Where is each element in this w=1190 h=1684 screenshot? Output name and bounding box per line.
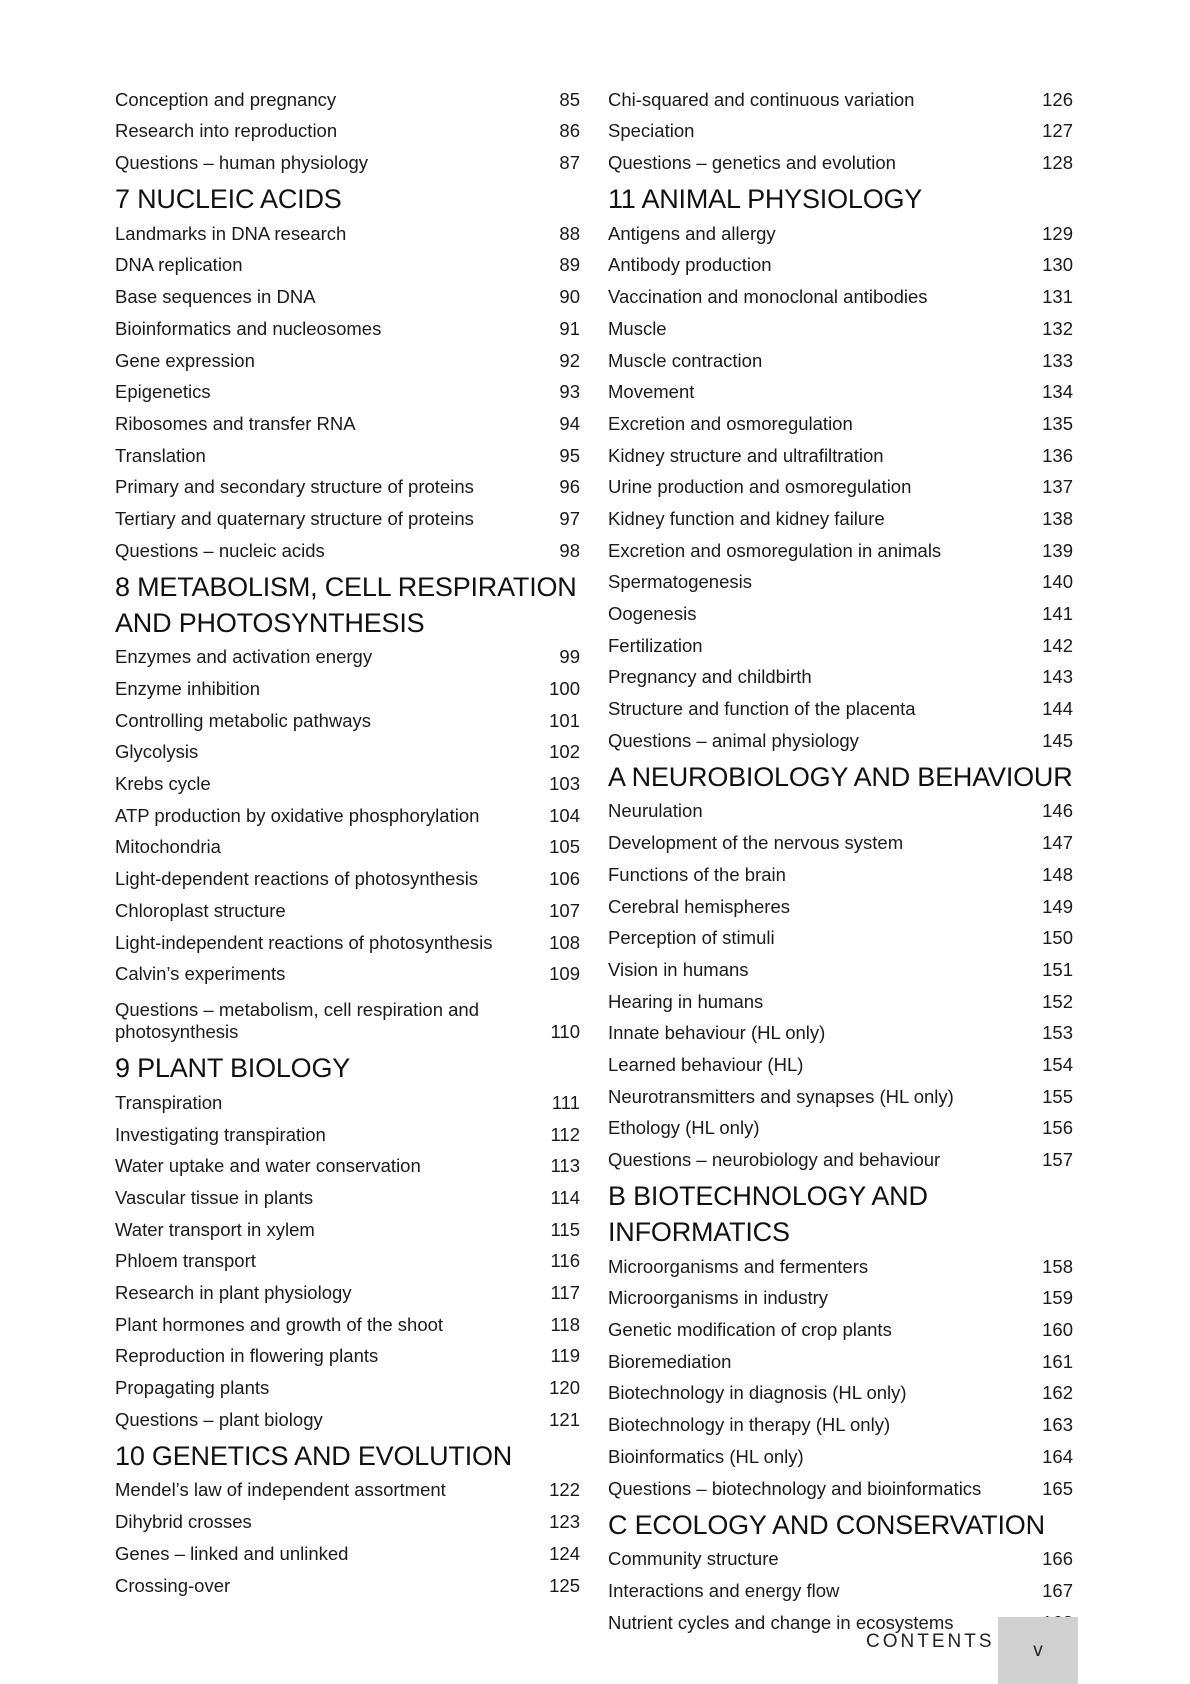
toc-entry-page: 160 — [1042, 1319, 1073, 1341]
toc-entry — [608, 1251, 1073, 1283]
toc-entry-title: Urine production and osmoregulation — [608, 476, 912, 498]
toc-entry — [115, 863, 580, 895]
toc-entry — [608, 1441, 1073, 1473]
toc-entry-title: Microorganisms in industry — [608, 1287, 829, 1309]
toc-entry — [115, 1538, 580, 1570]
toc-entry-title: Plant hormones and growth of the shoot — [115, 1313, 444, 1335]
toc-entry-title: Antigens and allergy — [608, 222, 776, 244]
toc-entry — [115, 737, 580, 769]
toc-entry — [608, 345, 1073, 377]
toc-entry — [115, 218, 580, 250]
section-heading: 7 NUCLEIC ACIDS — [115, 184, 342, 215]
toc-entry-page: 108 — [549, 931, 580, 953]
toc-entry-page: 112 — [550, 1123, 580, 1145]
toc-entry-title: Muscle contraction — [608, 349, 763, 371]
footer-page-number: v — [998, 1617, 1078, 1684]
toc-entry — [608, 827, 1073, 859]
toc-entry-page: 120 — [549, 1377, 580, 1399]
toc-entry-page: 91 — [559, 317, 580, 339]
toc-entry-page: 136 — [1042, 444, 1073, 466]
toc-entry-title: Ethology (HL only) — [608, 1117, 760, 1139]
toc-left-column — [115, 84, 580, 1602]
toc-entry-title: Questions – neurobiology and behaviour — [608, 1149, 941, 1170]
toc-entry — [608, 377, 1073, 409]
toc-entry-title: Light-independent reactions of photosynthesis — [115, 931, 493, 953]
toc-entry — [608, 1018, 1073, 1050]
toc-entry-title: Kidney function and kidney failure — [608, 507, 885, 529]
toc-entry-page: 162 — [1042, 1382, 1073, 1404]
toc-entry-title: Base sequences in DNA — [115, 286, 316, 308]
toc-entry-page: 149 — [1042, 895, 1073, 917]
toc-entry-title: DNA replication — [115, 254, 243, 276]
toc-entry-title: Bioinformatics (HL only) — [608, 1445, 804, 1467]
toc-entry-title: Biotechnology in therapy (HL only) — [608, 1414, 891, 1436]
toc-entry-title: Investigating transpiration — [115, 1123, 326, 1145]
toc-entry-page: 167 — [1042, 1579, 1073, 1601]
toc-entry — [115, 1309, 580, 1341]
toc-entry-page: 124 — [549, 1542, 580, 1564]
toc-entry-page: 100 — [549, 678, 580, 699]
toc-entry-page: 93 — [559, 381, 580, 403]
toc-entry-page: 102 — [549, 741, 580, 763]
toc-entry-title: Muscle — [608, 317, 667, 339]
toc-entry — [115, 832, 580, 864]
toc-entry — [608, 84, 1073, 116]
toc-entry — [115, 1475, 580, 1507]
toc-entry — [608, 567, 1073, 599]
toc-entry-title: Ribosomes and transfer RNA — [115, 412, 356, 434]
toc-entry — [115, 281, 580, 313]
toc-entry-page: 130 — [1042, 254, 1073, 276]
toc-entry — [608, 116, 1073, 148]
toc-entry-page: 146 — [1042, 800, 1073, 822]
toc-entry-page: 145 — [1042, 729, 1073, 751]
toc-entry-page: 165 — [1042, 1477, 1073, 1499]
toc-entry-page: 114 — [550, 1186, 580, 1208]
toc-entry-title: Neurulation — [608, 800, 703, 822]
toc-entry-title: Learned behaviour (HL) — [608, 1053, 804, 1075]
toc-entry — [115, 1404, 580, 1436]
toc-entry-page: 98 — [559, 539, 580, 561]
toc-entry-title: Conception and pregnancy — [115, 88, 337, 110]
toc-entry — [115, 84, 580, 116]
toc-entry — [115, 705, 580, 737]
toc-entry-title: Spermatogenesis — [608, 571, 752, 593]
toc-entry-page: 118 — [550, 1313, 580, 1335]
toc-entry — [115, 1372, 580, 1404]
toc-entry-page: 138 — [1042, 507, 1073, 529]
toc-entry — [115, 313, 580, 345]
toc-entry — [608, 1081, 1073, 1113]
toc-entry-title: Translation — [115, 444, 206, 466]
toc-entry-page: 121 — [549, 1408, 580, 1430]
toc-entry-title: Vascular tissue in plants — [115, 1186, 314, 1208]
section-heading: 10 GENETICS AND EVOLUTION — [115, 1440, 513, 1471]
toc-entry-title: Landmarks in DNA research — [115, 222, 347, 244]
toc-entry — [608, 1575, 1073, 1607]
toc-entry — [115, 1570, 580, 1602]
toc-entry-title: Kidney structure and ultrafiltration — [608, 444, 884, 466]
toc-entry — [115, 535, 580, 567]
toc-entry-page: 158 — [1042, 1255, 1073, 1277]
section-heading: B BIOTECHNOLOGY AND INFORMATICS — [608, 1181, 928, 1247]
toc-entry — [115, 1151, 580, 1183]
toc-entry-title: Krebs cycle — [115, 773, 211, 795]
toc-entry-page: 152 — [1042, 990, 1073, 1012]
toc-entry-page: 122 — [549, 1479, 580, 1501]
toc-entry-title: Questions – plant biology — [115, 1408, 323, 1430]
toc-entry-page: 104 — [549, 804, 580, 826]
toc-entry — [608, 954, 1073, 986]
toc-entry — [115, 1182, 580, 1214]
toc-entry-title: Questions – animal physiology — [608, 729, 859, 751]
toc-entry-title: Community structure — [608, 1548, 779, 1570]
toc-entry — [115, 503, 580, 535]
toc-entry-page: 133 — [1042, 349, 1073, 371]
toc-entry-page: 153 — [1042, 1022, 1073, 1044]
toc-entry-page: 154 — [1042, 1053, 1073, 1075]
toc-entry-page: 140 — [1042, 571, 1073, 593]
toc-entry — [608, 986, 1073, 1018]
toc-entry-title: Water transport in xylem — [115, 1218, 315, 1240]
toc-entry — [608, 408, 1073, 440]
toc-entry-title: Propagating plants — [115, 1377, 270, 1399]
toc-entry-page: 88 — [559, 222, 580, 244]
toc-entry — [608, 1544, 1073, 1576]
toc-entry — [115, 768, 580, 800]
toc-entry-title: Enzymes and activation energy — [115, 646, 373, 668]
toc-entry-page: 87 — [559, 152, 580, 174]
toc-entry-page: 116 — [550, 1250, 580, 1272]
toc-entry-title: Nutrient cycles and change in ecosystems — [608, 1611, 954, 1633]
toc-entry-page: 128 — [1042, 152, 1073, 174]
toc-entry-page: 134 — [1042, 381, 1073, 403]
toc-entry-page: 123 — [549, 1511, 580, 1533]
toc-entry-page: 96 — [559, 476, 580, 498]
toc-entry-page: 151 — [1042, 958, 1073, 980]
toc-entry-title: Mendel’s law of independent assortment — [115, 1479, 446, 1501]
toc-entry — [115, 800, 580, 832]
toc-entry — [608, 598, 1073, 630]
toc-entry-title: Neurotransmitters and synapses (HL only) — [608, 1085, 954, 1107]
toc-entry-title: Antibody production — [608, 254, 772, 276]
toc-entry-page: 109 — [549, 963, 580, 985]
toc-entry-page: 144 — [1042, 698, 1073, 720]
toc-entry-title: Mitochondria — [115, 836, 221, 858]
toc-entry-title: Hearing in humans — [608, 990, 764, 1012]
toc-entry — [115, 959, 580, 991]
toc-entry — [115, 408, 580, 440]
toc-entry-title: Speciation — [608, 120, 695, 142]
toc-entry-title: Bioremediation — [608, 1350, 732, 1372]
toc-entry — [608, 313, 1073, 345]
toc-entry-page: 127 — [1042, 120, 1073, 142]
toc-entry-page: 159 — [1042, 1287, 1073, 1309]
toc-entry-page: 94 — [559, 412, 580, 434]
toc-entry-page: 103 — [549, 773, 580, 795]
toc-entry-title: Microorganisms and fermenters — [608, 1255, 869, 1277]
section-heading: 8 METABOLISM, CELL RESPIRATION AND PHOTOSYNTHESIS — [115, 571, 577, 638]
toc-entry — [608, 1473, 1073, 1505]
toc-entry-title: Questions – nucleic acids — [115, 539, 325, 561]
toc-entry-title: Questions – metabolism, cell respiration and photosynthesis — [115, 999, 480, 1043]
toc-entry-page: 161 — [1042, 1350, 1073, 1372]
toc-entry — [115, 1214, 580, 1246]
toc-entry — [115, 1341, 580, 1373]
toc-entry — [608, 281, 1073, 313]
toc-entry-title: Phloem transport — [115, 1250, 256, 1272]
toc-entry — [115, 440, 580, 472]
toc-entry — [608, 693, 1073, 725]
toc-entry — [608, 1049, 1073, 1081]
toc-entry-title: Questions – genetics and evolution — [608, 152, 896, 174]
toc-entry — [115, 345, 580, 377]
toc-entry-page: 117 — [550, 1282, 580, 1303]
toc-entry-title: Genetic modification of crop plants — [608, 1319, 892, 1341]
toc-entry-page: 141 — [1042, 603, 1073, 624]
toc-entry-title: Glycolysis — [115, 741, 199, 763]
toc-entry-title: Functions of the brain — [608, 863, 786, 885]
toc-entry-page: 92 — [559, 349, 580, 371]
toc-entry — [115, 116, 580, 148]
toc-entry-page: 119 — [550, 1345, 580, 1367]
toc-entry-title: Innate behaviour (HL only) — [608, 1022, 826, 1044]
toc-entry — [608, 891, 1073, 923]
toc-entry-title: Calvin’s experiments — [115, 963, 286, 985]
toc-entry — [608, 472, 1073, 504]
toc-entry-title: Bioinformatics and nucleosomes — [115, 317, 382, 339]
toc-entry-title: Epigenetics — [115, 381, 211, 403]
toc-entry — [115, 1087, 580, 1119]
toc-entry-page: 142 — [1042, 634, 1073, 656]
toc-entry — [608, 1283, 1073, 1315]
toc-entry — [608, 1409, 1073, 1441]
toc-entry-title: Primary and secondary structure of proteins — [115, 476, 474, 498]
toc-entry-page: 137 — [1042, 476, 1073, 498]
toc-entry — [608, 440, 1073, 472]
toc-entry — [115, 250, 580, 282]
toc-entry-page: 143 — [1042, 666, 1073, 688]
toc-entry-page: 135 — [1042, 412, 1073, 434]
toc-entry-title: Pregnancy and childbirth — [608, 666, 812, 688]
toc-entry-page: 125 — [549, 1574, 580, 1596]
section-heading: A NEUROBIOLOGY AND BEHAVIOUR — [608, 761, 1073, 792]
toc-entry-title: Perception of stimuli — [608, 927, 775, 949]
toc-entry — [608, 535, 1073, 567]
toc-entry-title: Oogenesis — [608, 603, 697, 624]
toc-entry-page: 85 — [559, 88, 580, 110]
toc-entry-page: 126 — [1042, 88, 1073, 110]
toc-entry-page: 106 — [549, 868, 580, 890]
toc-entry-title: Chi-squared and continuous variation — [608, 88, 915, 110]
toc-entry — [115, 642, 580, 674]
toc-entry-title: ATP production by oxidative phosphorylation — [115, 804, 480, 826]
toc-entry — [115, 1119, 580, 1151]
toc-entry-title: Questions – biotechnology and bioinformatics — [608, 1477, 982, 1499]
toc-entry-title: Transpiration — [115, 1091, 223, 1113]
toc-entry — [608, 1314, 1073, 1346]
toc-entry-page: 166 — [1042, 1548, 1073, 1570]
toc-entry-page: 86 — [559, 120, 580, 142]
toc-entry — [608, 725, 1073, 757]
toc-entry-page: 157 — [1042, 1149, 1073, 1170]
toc-entry-page: 148 — [1042, 863, 1073, 885]
toc-entry — [608, 796, 1073, 828]
toc-entry — [608, 630, 1073, 662]
toc-entry — [608, 1113, 1073, 1145]
toc-entry-page: 110 — [550, 1021, 580, 1043]
toc-entry-title: Questions – human physiology — [115, 152, 368, 174]
toc-entry-page: 90 — [559, 286, 580, 308]
toc-entry-title: Dihybrid crosses — [115, 1511, 252, 1533]
toc-entry-title: Gene expression — [115, 349, 255, 371]
toc-entry-title: Cerebral hemispheres — [608, 895, 791, 917]
toc-entry-page: 113 — [550, 1155, 580, 1177]
toc-entry-page: 139 — [1042, 539, 1073, 561]
toc-entry — [115, 1246, 580, 1278]
toc-entry-title: Excretion and osmoregulation — [608, 412, 853, 434]
toc-entry-page: 99 — [559, 646, 580, 668]
toc-entry-page: 156 — [1042, 1117, 1073, 1139]
toc-entry-page: 101 — [549, 709, 580, 731]
toc-entry-title: Controlling metabolic pathways — [115, 709, 372, 731]
toc-entry — [608, 503, 1073, 535]
toc-entry-title: Reproduction in flowering plants — [115, 1345, 379, 1367]
toc-entry-title: Chloroplast structure — [115, 899, 286, 921]
toc-entry-title: Excretion and osmoregulation in animals — [608, 539, 942, 561]
section-heading: 11 ANIMAL PHYSIOLOGY — [608, 184, 923, 215]
toc-entry-page: 89 — [559, 254, 580, 276]
toc-entry — [608, 218, 1073, 250]
toc-entry — [115, 472, 580, 504]
toc-entry-title: Tertiary and quaternary structure of proteins — [115, 507, 474, 529]
toc-entry-title: Development of the nervous system — [608, 832, 904, 854]
toc-entry — [608, 662, 1073, 694]
toc-entry-title: Vision in humans — [608, 958, 749, 980]
toc-entry — [608, 250, 1073, 282]
toc-entry-title: Crossing-over — [115, 1574, 231, 1596]
toc-entry-title: Light-dependent reactions of photosynthesis — [115, 868, 479, 890]
toc-entry — [608, 1144, 1073, 1176]
toc-entry — [608, 859, 1073, 891]
toc-entry — [608, 1346, 1073, 1378]
toc-entry — [115, 1506, 580, 1538]
toc-entry — [115, 927, 580, 959]
toc-entry-title: Genes – linked and unlinked — [115, 1542, 349, 1564]
toc-entry — [608, 147, 1073, 179]
toc-entry-title: Interactions and energy flow — [608, 1579, 840, 1601]
toc-entry — [115, 1277, 580, 1309]
footer-contents-label: CONTENTS — [866, 1631, 995, 1652]
toc-entry-title: Research in plant physiology — [115, 1282, 352, 1303]
toc-entry-title: Movement — [608, 381, 695, 403]
toc-entry-page: 111 — [551, 1091, 580, 1113]
toc-entry-title: Enzyme inhibition — [115, 678, 260, 699]
toc-entry — [115, 147, 580, 179]
toc-entry-page: 95 — [559, 444, 580, 466]
toc-entry-page: 163 — [1042, 1414, 1073, 1436]
toc-entry-title: Water uptake and water conservation — [115, 1155, 421, 1177]
toc-entry-page: 132 — [1042, 317, 1073, 339]
toc-entry — [115, 673, 580, 705]
toc-entry-title: Research into reproduction — [115, 120, 338, 142]
toc-entry-page: 164 — [1042, 1445, 1073, 1467]
toc-entry-title: Fertilization — [608, 634, 703, 656]
toc-entry-page: 129 — [1042, 222, 1073, 244]
toc-entry-page: 131 — [1042, 286, 1073, 308]
toc-entry-page: 97 — [559, 507, 580, 529]
toc-entry — [608, 923, 1073, 955]
toc-entry-title: Biotechnology in diagnosis (HL only) — [608, 1382, 907, 1404]
toc-entry — [608, 1378, 1073, 1410]
section-heading: C ECOLOGY AND CONSERVATION — [608, 1509, 1045, 1540]
toc-entry-title: Vaccination and monoclonal antibodies — [608, 286, 928, 308]
toc-entry-page: 115 — [550, 1218, 580, 1240]
toc-right-column — [608, 84, 1073, 1639]
toc-entry — [115, 377, 580, 409]
toc-entry-page: 155 — [1042, 1085, 1073, 1107]
toc-entry-page: 107 — [549, 899, 580, 921]
toc-entry — [115, 990, 580, 1048]
section-heading: 9 PLANT BIOLOGY — [115, 1053, 351, 1084]
toc-entry-title: Structure and function of the placenta — [608, 698, 916, 720]
toc-entry — [115, 895, 580, 927]
toc-entry-page: 147 — [1042, 832, 1073, 854]
toc-entry-page: 105 — [549, 836, 580, 858]
toc-entry-page: 150 — [1042, 927, 1073, 949]
